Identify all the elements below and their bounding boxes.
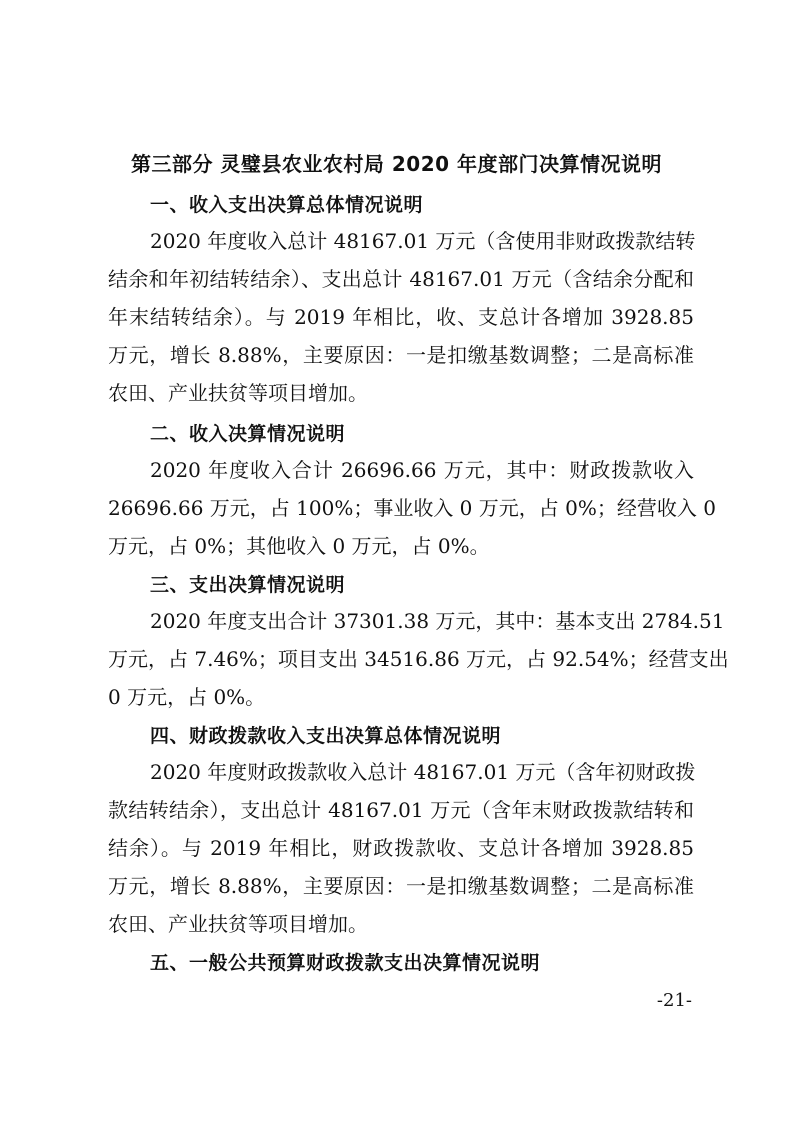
- paragraph-line: 万元，增长 8.88%，主要原因：一是扣缴基数调整；二是高标准: [108, 343, 694, 367]
- paragraph-line: 2020 年度收入合计 26696.66 万元，其中：财政拨款收入: [150, 458, 694, 482]
- paragraph-line: 万元，增长 8.88%，主要原因：一是扣缴基数调整；二是高标准: [108, 874, 694, 898]
- paragraph-line: 结余）。与 2019 年相比，财政拨款收、支总计各增加 3928.85: [108, 836, 694, 860]
- section-heading-3: 三、支出决算情况说明: [150, 574, 346, 596]
- paragraph-line: 款结转结余），支出总计 48167.01 万元（含年末财政拨款结转和: [108, 798, 694, 822]
- section-paragraph-1: [108, 222, 694, 412]
- section-paragraph-2: [108, 451, 716, 565]
- paragraph-line: 26696.66 万元，占 100%；事业收入 0 万元，占 0%；经营收入 0: [108, 496, 716, 520]
- paragraph-line: 2020 年度财政拨款收入总计 48167.01 万元（含年初财政拨: [150, 760, 696, 784]
- section-heading-2: 二、收入决算情况说明: [150, 423, 346, 445]
- paragraph-line: 农田、产业扶贫等项目增加。: [108, 381, 368, 405]
- paragraph-line: 万元，占 7.46%；项目支出 34516.86 万元，占 92.54%；经营支出: [108, 647, 729, 671]
- page-title: 第三部分 灵璧县农业农村局 2020 年度部门决算情况说明: [130, 152, 663, 176]
- paragraph-line: 农田、产业扶贫等项目增加。: [108, 912, 368, 936]
- paragraph-line: 结余和年初结转结余）、支出总计 48167.01 万元（含结余分配和: [108, 267, 694, 291]
- paragraph-line: 0 万元，占 0%。: [108, 685, 266, 709]
- section-heading-4: 四、财政拨款收入支出决算总体情况说明: [150, 725, 502, 747]
- section-heading-5: 五、一般公共预算财政拨款支出决算情况说明: [150, 952, 541, 974]
- section-heading-1: 一、收入支出决算总体情况说明: [150, 194, 424, 216]
- section-paragraph-3: [108, 602, 729, 716]
- page-number: -21-: [656, 990, 692, 1011]
- paragraph-line: 2020 年度支出合计 37301.38 万元，其中：基本支出 2784.51: [150, 609, 725, 633]
- paragraph-line: 万元，占 0%；其他收入 0 万元，占 0%。: [108, 534, 490, 558]
- paragraph-line: 年末结转结余）。与 2019 年相比，收、支总计各增加 3928.85: [108, 305, 694, 329]
- section-paragraph-4: [108, 753, 694, 943]
- paragraph-line: 2020 年度收入总计 48167.01 万元（含使用非财政拨款结转: [150, 229, 696, 253]
